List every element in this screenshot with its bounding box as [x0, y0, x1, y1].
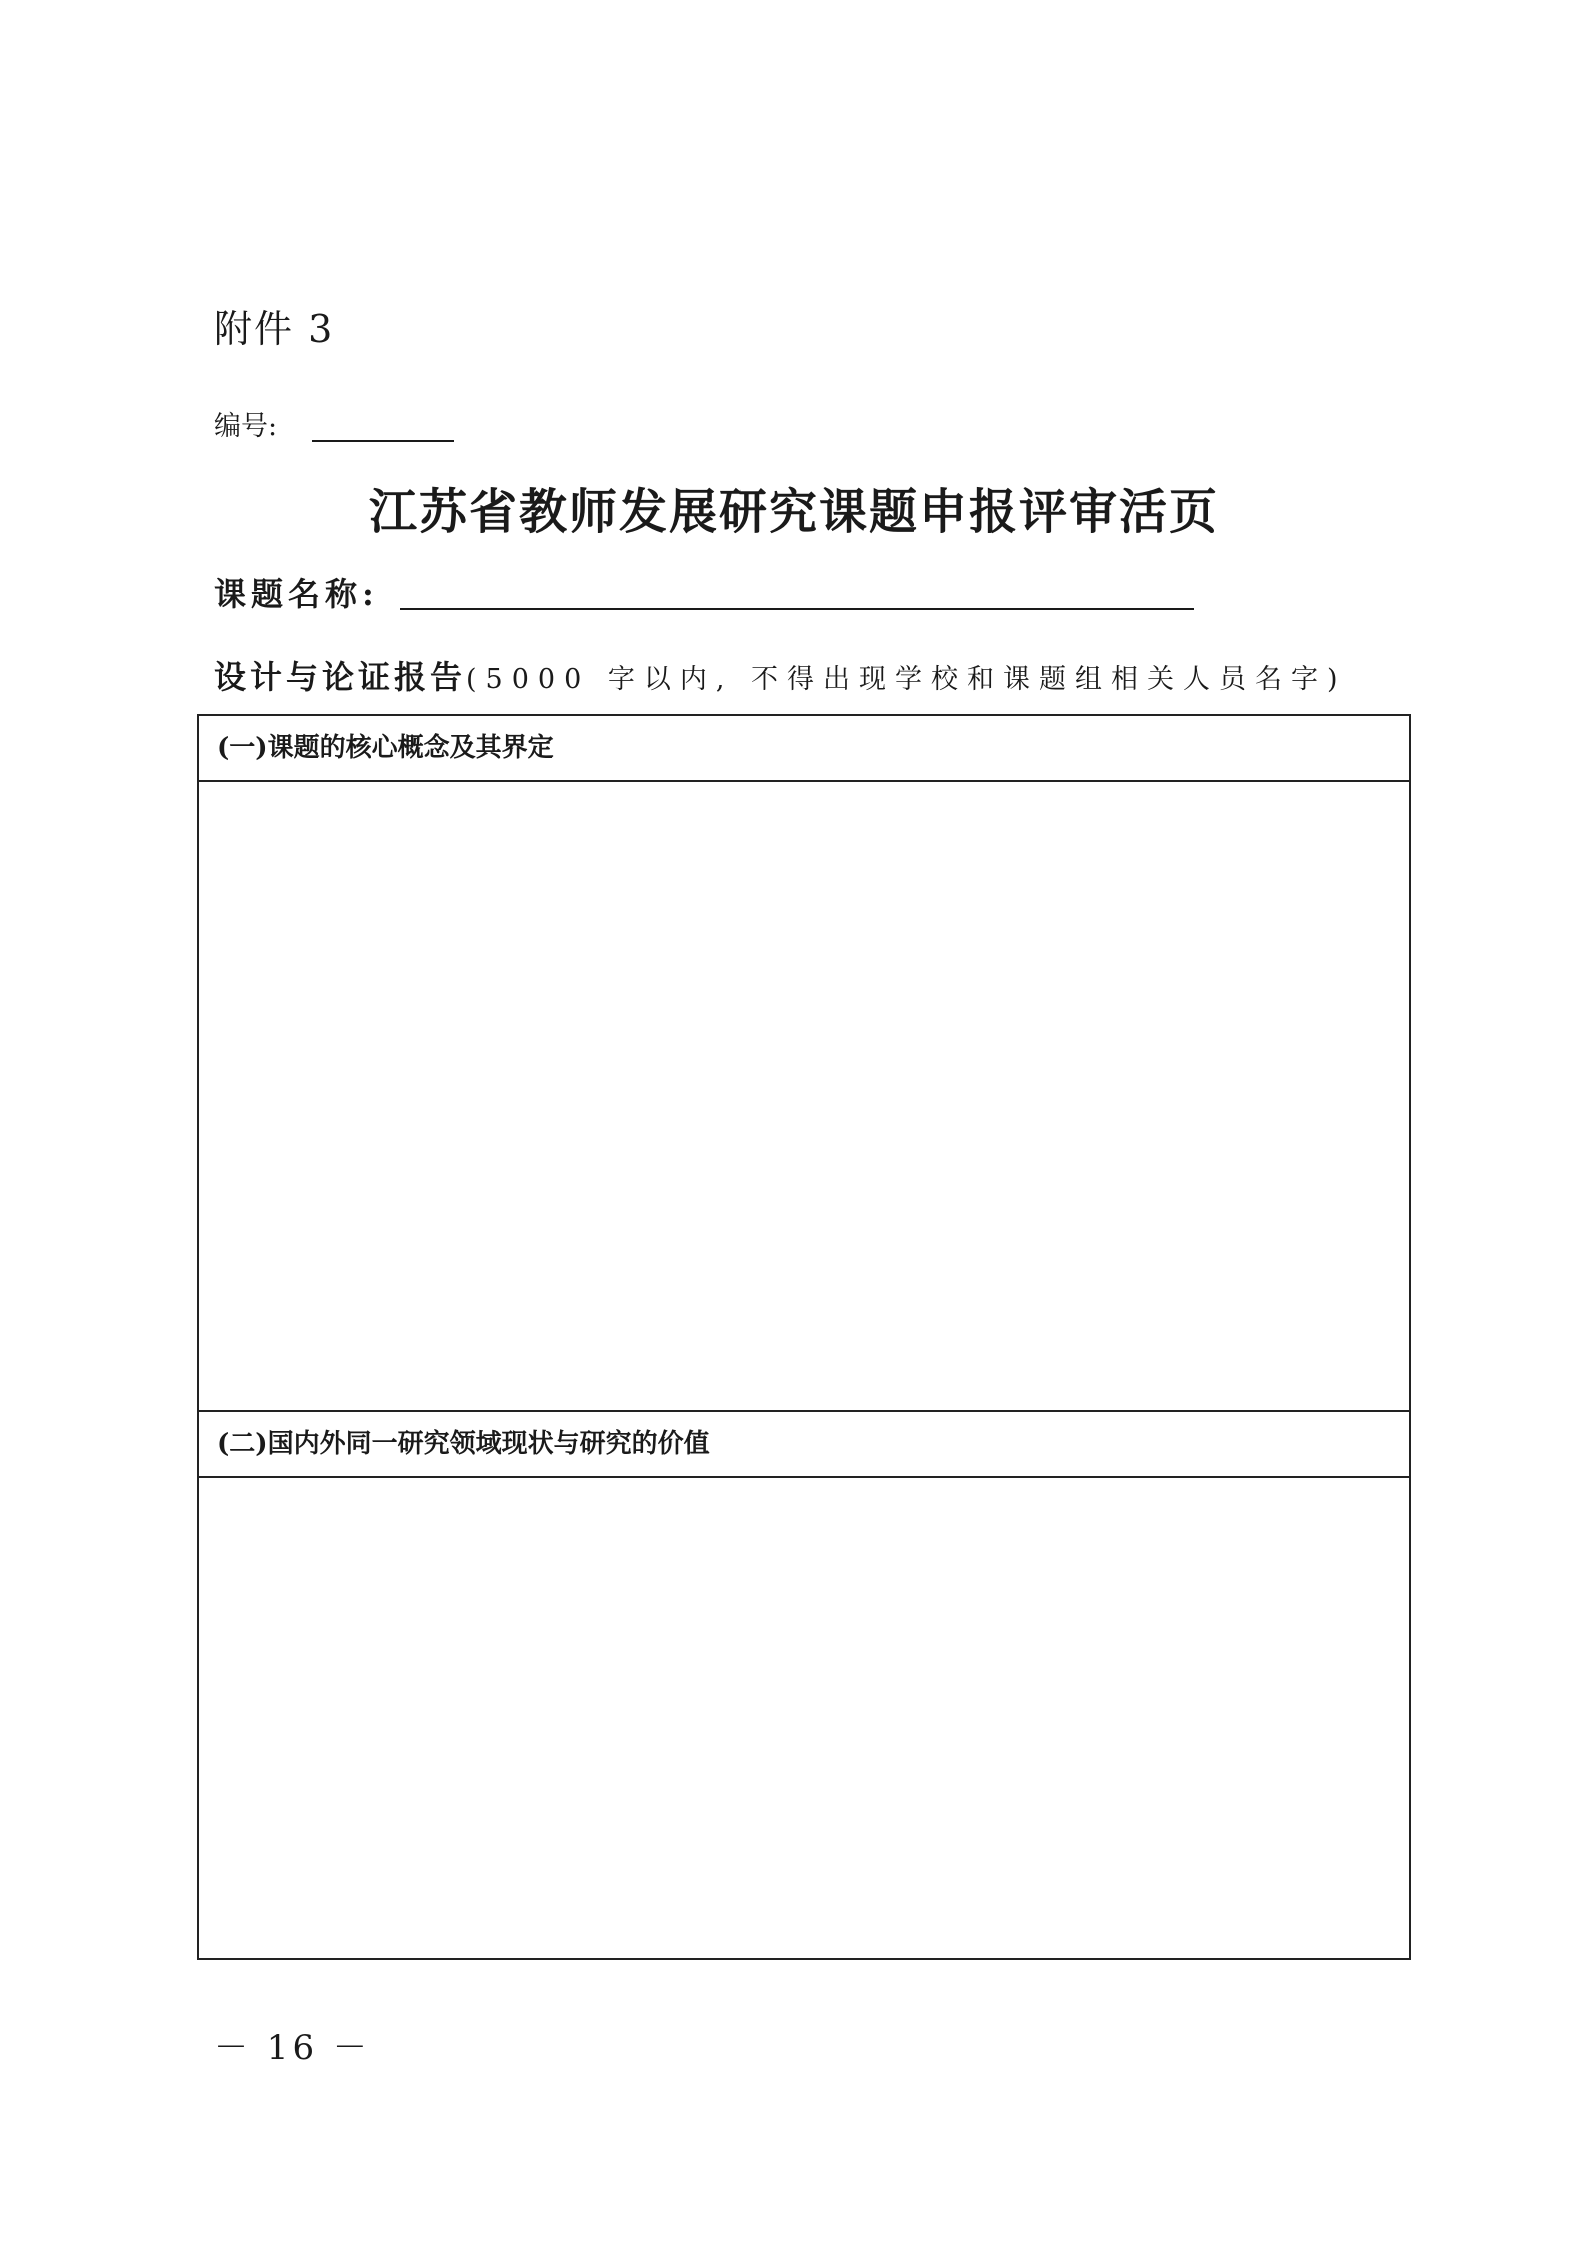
section-one-content-area[interactable] — [199, 782, 1409, 1412]
attachment-label: 附件 3 — [214, 307, 335, 351]
page-number: － 16 － — [214, 2028, 371, 2068]
section-one-header: (一)课题的核心概念及其界定 — [199, 716, 1409, 782]
report-title: 设计与论证报告 — [214, 658, 467, 696]
section-two-content-area[interactable] — [199, 1478, 1409, 1958]
report-heading — [214, 652, 1347, 698]
section-two-header: (二)国内外同一研究领域现状与研究的价值 — [199, 1412, 1409, 1478]
report-note: (5000 字以内, 不得出现学校和课题组相关人员名字) — [466, 664, 1347, 695]
serial-number-field[interactable] — [312, 440, 454, 442]
document-title: 江苏省教师发展研究课题申报评审活页 — [368, 484, 1219, 540]
topic-name-label: 课题名称: — [214, 575, 379, 613]
serial-number-label: 编号: — [214, 411, 278, 442]
topic-name-field[interactable] — [400, 608, 1194, 610]
report-form-table — [197, 714, 1411, 1960]
